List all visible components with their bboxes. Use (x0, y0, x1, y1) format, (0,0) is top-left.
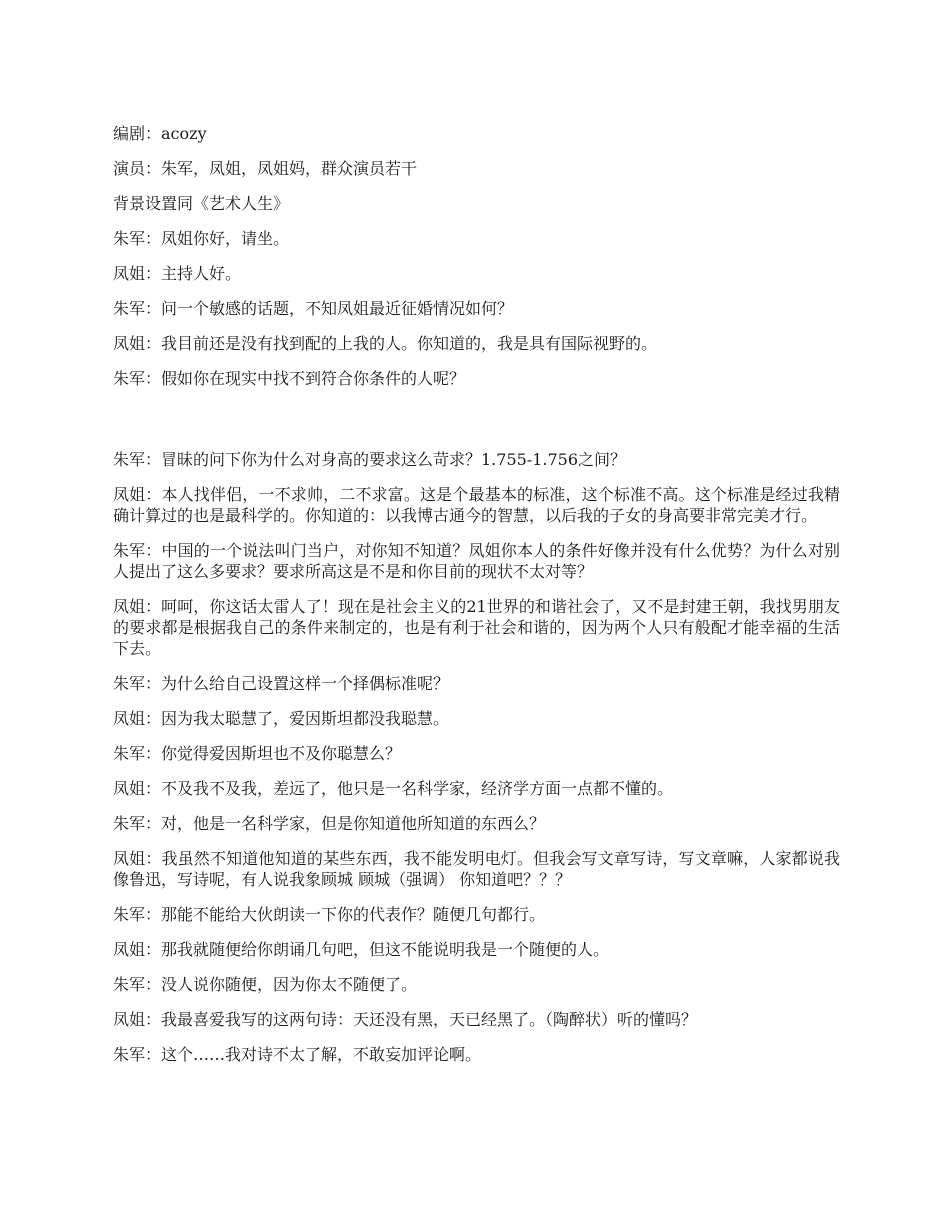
section-gap (113, 403, 840, 449)
cast-list: 演员：朱军，凤姐，凤姐妈，群众演员若干 (113, 159, 418, 178)
dialogue-line: 凤姐：我目前还是没有找到配的上我的人。你知道的，我是具有国际视野的。 (113, 334, 658, 353)
dialogue-line: 凤姐：不及我不及我，差远了，他只是一名科学家，经济学方面一点都不懂的。 (113, 779, 674, 798)
script-writer: 编剧：acozy (113, 124, 207, 143)
dialogue-line: 凤姐：因为我太聪慧了，爱因斯坦都没我聪慧。 (113, 709, 450, 728)
dialogue-line: 朱军：凤姐你好，请坐。 (113, 229, 290, 248)
dialogue-line: 朱军：没人说你随便，因为你太不随便了。 (113, 975, 418, 994)
dialogue-line: 朱军：假如你在现实中找不到符合你条件的人呢？ (113, 369, 466, 388)
dialogue-line: 凤姐：我最喜爱我写的这两句诗：天还没有黑，天已经黑了。（陶醉状）听的懂吗？ (113, 1010, 698, 1029)
dialogue-line: 朱军：中国的一个说法叫门当户，对你知不知道？凤姐你本人的条件好像并没有什么优势？为什么对别人提出了这么多要求？要求所高这是不是和你目前的现状不太对等？ (113, 541, 840, 581)
dialogue-line: 朱军：那能不能给大伙朗读一下你的代表作？随便几句都行。 (113, 905, 546, 924)
dialogue-line: 朱军：对，他是一名科学家，但是你知道他所知道的东西么？ (113, 814, 546, 833)
dialogue-line: 凤姐：本人找伴侣，一不求帅，二不求富。这是个最基本的标准，这个标准不高。这个标准是经过我精确计算过的也是最科学的。你知道的：以我博古通今的智慧，以后我的子女的身高要非常完美才行。 (113, 485, 840, 525)
dialogue-line: 凤姐：主持人好。 (113, 264, 242, 283)
dialogue-line: 凤姐：我虽然不知道他知道的某些东西，我不能发明电灯。但我会写文章写诗，写文章嘛，人家都说我像鲁迅，写诗呢，有人说我象顾城 顾城（强调） 你知道吧？？？ (113, 849, 840, 889)
setting-note: 背景设置同《艺术人生》 (113, 194, 290, 213)
dialogue-line: 凤姐：呵呵，你这话太雷人了！现在是社会主义的21世界的和谐社会了，又不是封建王朝，我找男朋友的要求都是根据我自己的条件来制定的，也是有利于社会和谐的，因为两个人只有般配才能幸福的生活下去。 (113, 597, 840, 658)
script-body (113, 123, 840, 1079)
dialogue-line: 朱军：冒昧的问下你为什么对身高的要求这么苛求？1.755-1.756之间？ (113, 450, 627, 469)
dialogue-line: 朱军：这个……我对诗不太了解，不敢妄加评论啊。 (113, 1045, 482, 1064)
dialogue-line: 朱军：你觉得爱因斯坦也不及你聪慧么？ (113, 744, 402, 763)
dialogue-line: 凤姐：那我就随便给你朗诵几句吧，但这不能说明我是一个随便的人。 (113, 940, 610, 959)
dialogue-line: 朱军：问一个敏感的话题，不知凤姐最近征婚情况如何？ (113, 299, 514, 318)
dialogue-line: 朱军：为什么给自己设置这样一个择偶标准呢？ (113, 674, 450, 693)
